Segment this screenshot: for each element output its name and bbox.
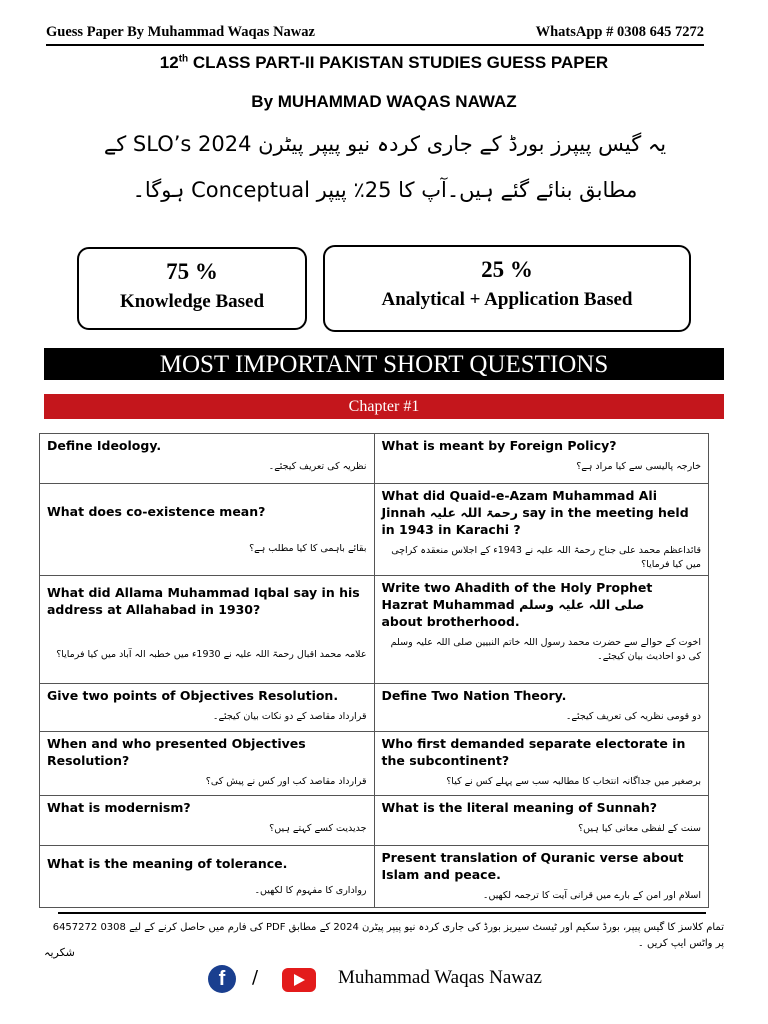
analytical-percent: 25 % <box>481 257 533 282</box>
question-cell: Define Ideology. نظریہ کی تعریف کیجئے۔ <box>40 434 375 484</box>
analytical-label: Analytical + Application Based <box>381 289 633 310</box>
question-cell: Write two Ahadith of the Holy Prophet Hazrat Muhammad صلی اللہ علیہ وسلم about brotherhood. اخوت کے حوالے سے حضرت محمد رسول اللہ خاتم النبیین صلی اللہ علیہ وسلم کی دو احادیث بیان کیجئے۔ <box>374 576 709 684</box>
footer-note: تمام کلاسز کا گیس پیپر، بورڈ سکیم اور ٹیسٹ سیریز بورڈ کی جاری کردہ نیو پیپر پیٹرن 2024 کے مطابق PDF کی فارم میں حاصل کرنے کے لیے 0308 6457272 پر واٹس ایپ کریں ۔ <box>52 922 724 949</box>
header-author: Guess Paper By Muhammad Waqas Nawaz <box>46 24 315 40</box>
chapter-heading: Chapter #1 <box>44 394 724 419</box>
question-cell: What is meant by Foreign Policy? خارجہ پالیسی سے کیا مراد ہے؟ <box>374 434 709 484</box>
question-cell: What did Quaid-e-Azam Muhammad Ali Jinnah رحمۃ اللہ علیہ say in the meeting held in 1943 in Karachi ? قائداعظم محمد علی جناح رحمۃ اللہ علیہ نے 1943ء کے اجلاس منعقدہ کراچی میں کیا فرمایا؟ <box>374 484 709 576</box>
social-links <box>208 963 728 995</box>
social-separator: / <box>252 967 259 988</box>
question-cell: Who first demanded separate electorate in the subcontinent? برصغیر میں جداگانہ انتخاب کا مطالبہ سب سے پہلے کس نے کیا؟ <box>374 732 709 796</box>
footer-thanks: شکریہ <box>44 946 75 959</box>
table-row <box>40 846 709 908</box>
question-cell: When and who presented Objectives Resolution? قرارداد مقاصد کب اور کس نے پیش کی؟ <box>40 732 375 796</box>
header-whatsapp: WhatsApp # 0308 645 7272 <box>535 24 704 40</box>
questions-table <box>39 433 709 908</box>
table-row <box>40 576 709 684</box>
intro-line-1: یہ گیس پیپرز بورڈ کے جاری کردہ نیو پیپر پیٹرن SLO’s 2024 کے <box>103 132 667 156</box>
question-cell: What is the literal meaning of Sunnah? سنت کے لفظی معانی کیا ہیں؟ <box>374 796 709 846</box>
question-cell: Define Two Nation Theory. دو قومی نظریہ کی تعریف کیجئے۔ <box>374 684 709 732</box>
question-cell: What did Allama Muhammad Iqbal say in his address at Allahabad in 1930? علامہ محمد اقبال رحمۃ اللہ علیہ نے 1930ء میں خطبہ الہ آباد میں کیا فرمایا؟ <box>40 576 375 684</box>
section-banner: MOST IMPORTANT SHORT QUESTIONS <box>44 348 724 380</box>
table-row <box>40 684 709 732</box>
intro-line-2: مطابق بنائے گئے ہیں۔آپ کا 25٪ پیپر Conceptual ہوگا۔ <box>132 178 638 202</box>
question-cell: What does co-existence mean? بقائے باہمی کا کیا مطلب ہے؟ <box>40 484 375 576</box>
paper-title: 12th CLASS PART-II PAKISTAN STUDIES GUESS PAPER <box>159 53 609 72</box>
knowledge-percent: 75 % <box>166 259 218 284</box>
youtube-icon[interactable] <box>282 968 316 992</box>
facebook-icon[interactable]: f <box>208 965 236 993</box>
paper-byline: By MUHAMMAD WAQAS NAWAZ <box>251 92 517 111</box>
table-row <box>40 732 709 796</box>
knowledge-box <box>77 247 307 330</box>
question-cell: What is the meaning of tolerance. رواداری کا مفہوم کا لکھیں۔ <box>40 846 375 908</box>
table-row <box>40 434 709 484</box>
analytical-box <box>323 245 691 332</box>
table-row <box>40 484 709 576</box>
knowledge-label: Knowledge Based <box>119 291 265 312</box>
footer-divider <box>58 912 706 914</box>
page-header <box>46 22 704 46</box>
question-cell: Give two points of Objectives Resolution. قرارداد مقاصد کے دو نکات بیان کیجئے۔ <box>40 684 375 732</box>
table-row <box>40 796 709 846</box>
author-name: Muhammad Waqas Nawaz <box>338 967 542 988</box>
question-cell: What is modernism? جدیدیت کسے کہتے ہیں؟ <box>40 796 375 846</box>
question-cell: Present translation of Quranic verse about Islam and peace. اسلام اور امن کے بارے میں قرانی آیت کا ترجمہ لکھیں۔ <box>374 846 709 908</box>
